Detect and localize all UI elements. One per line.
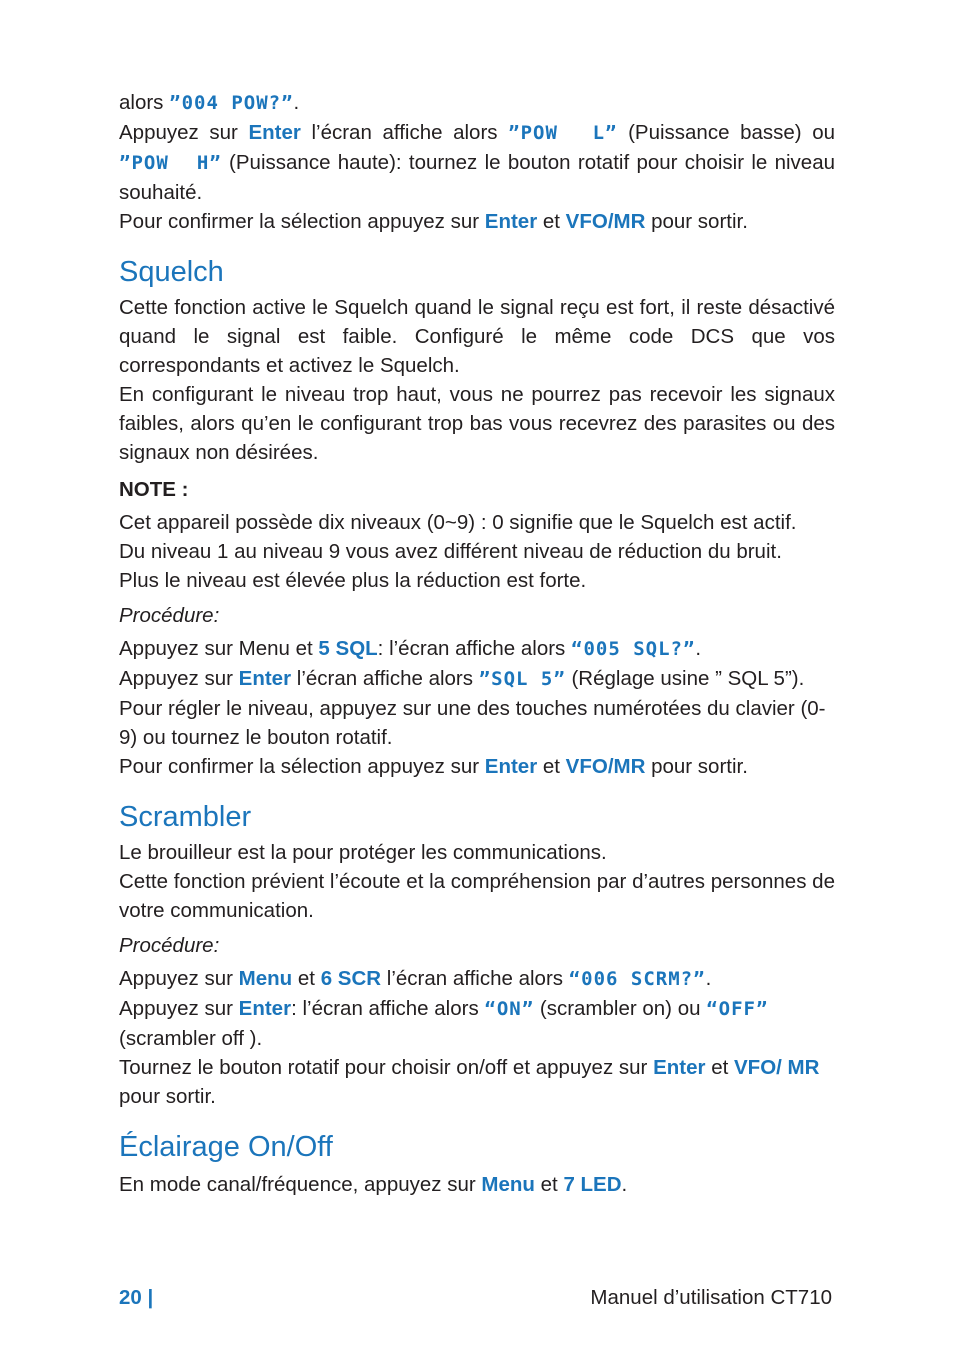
squelch-step-1: Appuyez sur Menu et 5 SQL: l’écran affiche alors “005 SQL?”.	[119, 637, 702, 660]
key-enter: Enter	[484, 210, 538, 233]
key-menu: Menu	[481, 1173, 535, 1196]
lcd-text: “005 SQL?”	[571, 638, 696, 660]
scrambler-step-1: Appuyez sur Menu et 6 SCR l’écran affiche alors “006 SCRM?”.	[119, 967, 712, 990]
key-6-scr: 6 SCR	[320, 967, 382, 990]
scrambler-step-2: Appuyez sur Enter: l’écran affiche alors “ON” (scrambler on) ou “OFF” (scrambler off ).	[119, 997, 769, 1050]
key-menu: Menu	[238, 967, 293, 990]
squelch-paragraph-2: En configurant le niveau trop haut, vous ne pourrez pas recevoir les signaux faibles, alors qu’en le configurant trop bas vous recevrez des parasites ou des signaux non désirées.	[119, 383, 835, 464]
scrambler-paragraph-2: Cette fonction prévient l’écoute et la compréhension par d’autres personnes de votre communication.	[119, 870, 835, 922]
page-number: 20 |	[119, 1286, 154, 1309]
key-7-led: 7 LED	[563, 1173, 622, 1196]
key-enter: Enter	[238, 997, 292, 1020]
note-line: Du niveau 1 au niveau 9 vous avez différent niveau de réduction du bruit.	[119, 540, 782, 563]
squelch-step-3: Pour régler le niveau, appuyez sur une des touches numérotées du clavier (0-9) ou tournez le bouton rotatif.	[119, 697, 826, 749]
section-heading-scrambler: Scrambler	[119, 801, 252, 833]
intro-line-3: Pour confirmer la sélection appuyez sur Enter et VFO/MR pour sortir.	[119, 210, 748, 233]
intro-paragraph-2: Appuyez sur Enter l’écran affiche alors ”POW L” (Puissance basse) ou ”POW H” (Puissance haute): tournez le bouton rotatif pour choisir le niveau souhaité.	[119, 121, 836, 204]
key-5-sql: 5 SQL	[318, 637, 378, 660]
lcd-text: ”004 POW?”	[169, 92, 294, 114]
lcd-text: ”POW L”	[508, 122, 618, 144]
key-enter: Enter	[484, 755, 538, 778]
note-line: Plus le niveau est élevée plus la réduction est forte.	[119, 569, 587, 592]
key-enter: Enter	[238, 667, 292, 690]
note-label: NOTE :	[119, 478, 189, 501]
note-line: Cet appareil possède dix niveaux (0~9) : 0 signifie que le Squelch est actif.	[119, 511, 797, 534]
key-vfo-mr: VFO/MR	[565, 755, 646, 778]
key-vfo-mr: VFO/MR	[565, 210, 646, 233]
procedure-label: Procédure:	[119, 604, 220, 627]
eclairage-step-1: En mode canal/fréquence, appuyez sur Menu et 7 LED.	[119, 1173, 628, 1196]
section-heading-eclairage: Éclairage On/Off	[119, 1131, 333, 1163]
scrambler-paragraph-1: Le brouilleur est la pour protéger les communications.	[119, 841, 607, 864]
page-content	[119, 88, 835, 1199]
lcd-text: “OFF”	[706, 998, 769, 1020]
intro-line-1: alors ”004 POW?”.	[119, 91, 300, 114]
key-vfo-mr: VFO/ MR	[734, 1056, 820, 1079]
procedure-label: Procédure:	[119, 934, 220, 957]
lcd-text: “006 SCRM?”	[568, 968, 706, 990]
scrambler-step-3: Tournez le bouton rotatif pour choisir on/off et appuyez sur Enter et VFO/ MR pour sortir.	[119, 1056, 820, 1108]
squelch-paragraph-1: Cette fonction active le Squelch quand le signal reçu est fort, il reste désactivé quand le signal est faible. Configuré le même code DCS que vos correspondants et activez le Squelch.	[119, 296, 835, 377]
squelch-step-4: Pour confirmer la sélection appuyez sur Enter et VFO/MR pour sortir.	[119, 755, 748, 778]
section-heading-squelch: Squelch	[119, 256, 224, 288]
lcd-text: ”SQL 5”	[478, 668, 566, 690]
lcd-text: ”POW H”	[119, 152, 222, 174]
key-enter: Enter	[248, 121, 301, 144]
key-enter: Enter	[653, 1056, 706, 1079]
manual-title: Manuel d’utilisation CT710	[590, 1286, 832, 1309]
squelch-step-2: Appuyez sur Enter l’écran affiche alors ”SQL 5” (Réglage usine ” SQL 5”).	[119, 667, 805, 690]
lcd-text: “ON”	[484, 998, 535, 1020]
